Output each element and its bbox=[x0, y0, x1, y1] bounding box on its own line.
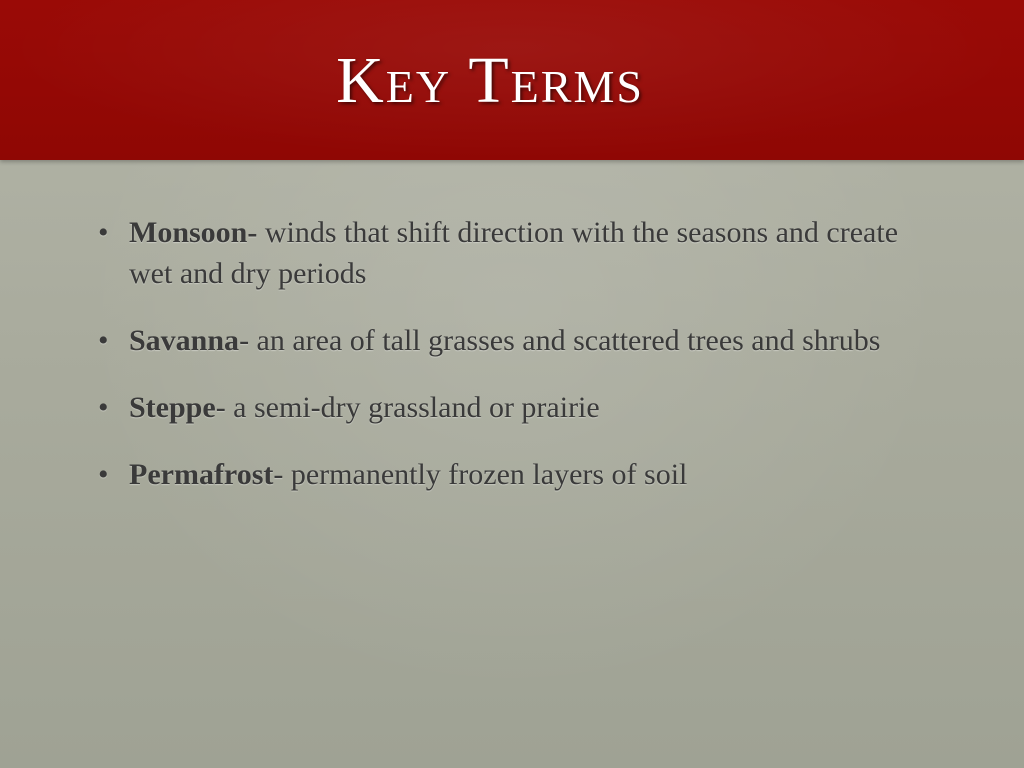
slide-title: Key Terms bbox=[336, 44, 644, 117]
term-definition: - a semi-dry grassland or prairie bbox=[215, 391, 600, 424]
term-name: Steppe bbox=[129, 391, 216, 424]
term-name: Permafrost bbox=[129, 458, 274, 491]
term-steppe bbox=[98, 387, 938, 428]
term-name: Savanna bbox=[129, 324, 240, 357]
term-savanna bbox=[98, 320, 938, 361]
bullet-icon: • bbox=[98, 458, 109, 491]
term-monsoon bbox=[98, 212, 938, 294]
term-permafrost bbox=[98, 454, 938, 495]
term-definition: - permanently frozen layers of soil bbox=[273, 458, 688, 491]
bullet-icon: • bbox=[98, 391, 109, 424]
term-definition: winds that shift direction with the seasons and create wet and dry periods bbox=[129, 216, 899, 290]
term-definition: - an area of tall grasses and scattered trees and shrubs bbox=[239, 324, 881, 357]
term-name: Monsoon- bbox=[129, 216, 258, 249]
bullet-icon: • bbox=[98, 216, 109, 249]
title-bar bbox=[0, 0, 1024, 160]
bullet-icon: • bbox=[98, 324, 109, 357]
key-terms-list bbox=[98, 212, 938, 521]
